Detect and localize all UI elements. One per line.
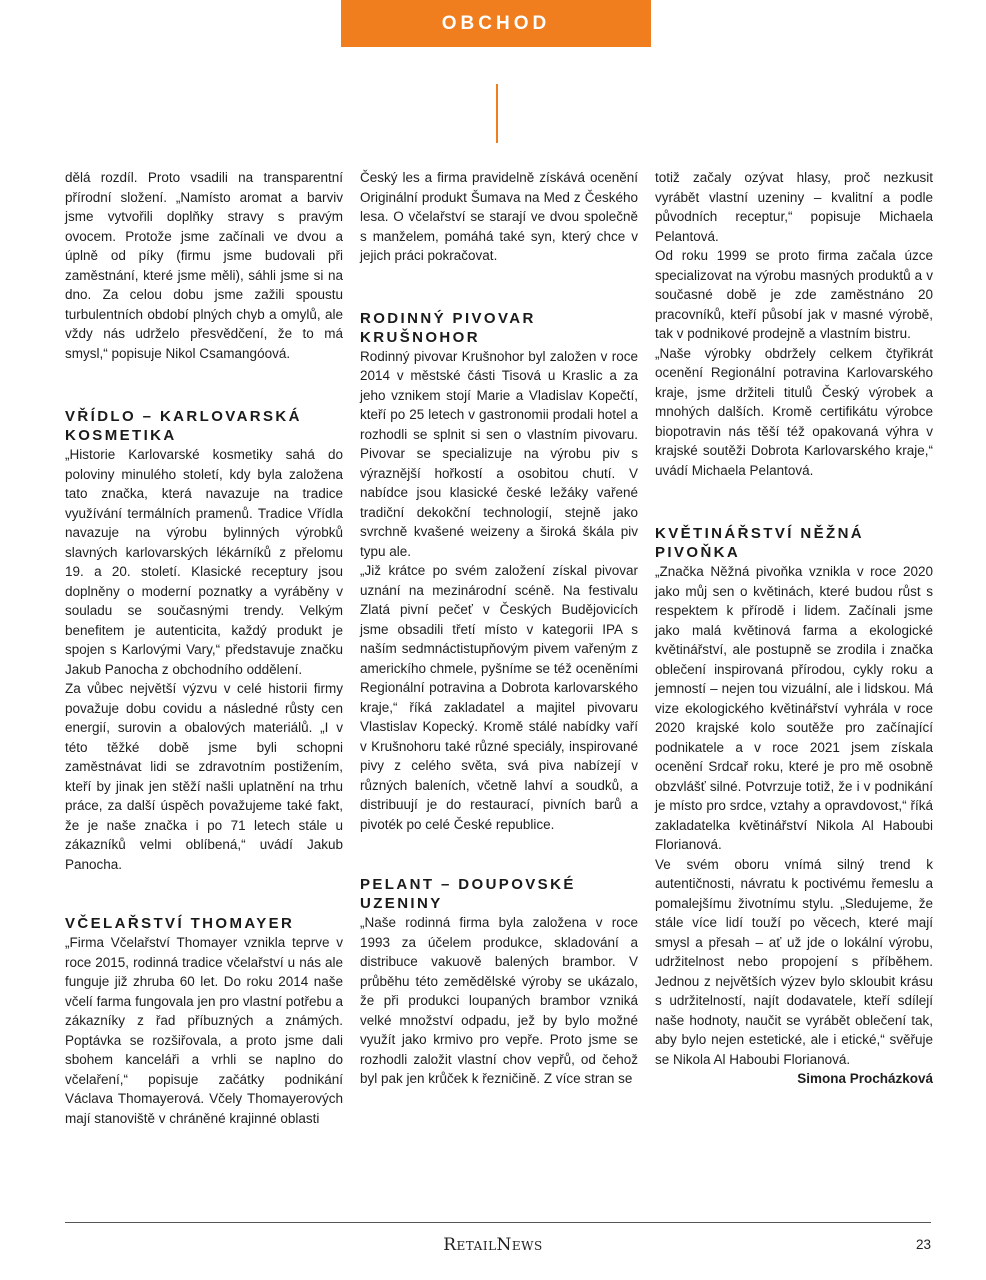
paragraph: Od roku 1999 se proto firma začala úzce specializovat na výrobu masných produktů a v současné době je zde zaměstnáno 20 pracovníků, kteří působí jak v masné výrobě, tak v podnikové prodejně a vlastním bistru.	[655, 248, 933, 341]
paragraph: „Naše rodinná firma byla založena v roce 1993 za účelem produkce, skladování a distribuce vakuově balených brambor. V průběhu této zemědělské výroby se ukázalo, že při produkci loupaných brambor vzniká velké množství odpadu, jež by bylo možné využít jako krmivo pro vepře. Proto jsme se rozhodli založit vlastní chov vepřů, od čehož byl pak jen krůček k řezničině. Z více stran se	[360, 915, 638, 1086]
column-1	[65, 168, 343, 1128]
footer-rule	[65, 1222, 931, 1223]
retailnews-logo: RetailNews	[443, 1235, 543, 1255]
heading-kvetinarstvi: KVĚTINÁŘSTVÍ NĚŽNÁ PIVOŇKA	[655, 525, 865, 561]
paragraph: „Již krátce po svém založení získal pivovar uznání na mezinárodní scéně. Na festivalu Zlatá pivní pečeť v Českých Budějovicích jsme obsadili třetí místo v kategorii IPA s naším sedmnáctistupňovým pivem vařeným z americkího chmele, pyšníme se též oceněními Regionální potravina a Dobrota karlovarského kraje,“ říká zakladatel a majitel pivovaru Vlastislav Kopecký. Kromě stálé nabídky vaří v Krušnohoru také různé speciály, inspirované pivy z celého světa, svá piva nabízejí v různých baleních, včetně lahví a soudků, a distribuují je do restaurací, pivních barů a pivoték po celé České republice.	[360, 563, 638, 832]
paragraph: „Naše výrobky obdržely celkem čtyřikrát ocenění Regionální potravina Karlovarského kraje, jsme držiteli titulů Český výrobek a mnohých dalších. Kromě certifikátu výrobce biopotravin nás těší též opakovaná výhra v krajské soutěži Dobrota Karlovarského kraje,“ uvádí Michaela Pelantová.	[655, 345, 933, 478]
paragraph: „Firma Včelařství Thomayer vznikla teprve v roce 2015, rodinná tradice včelařství u nás ale funguje již zhruba 60 let. Do roku 2014 naše včelí farma fungovala jen pro vlastní potřebu a zákazníky z řad příbuzných a známých. Poptávka se rozšiřovala, a proto jsme dali sbohem kanceláři a vrhli se naplno do včelaření,“ popisuje začátky podnikání Václava Thomayerová. Včely Thomayerových mají stanoviště v chráněné krajinné oblasti	[65, 935, 343, 1126]
heading-vridlo: VŘÍDLO – KARLOVARSKÁ KOSMETIKA	[65, 408, 302, 444]
section-tab	[341, 0, 651, 47]
paragraph: Rodinný pivovar Krušnohor byl založen v roce 2014 v městské části Tisová u Kraslic a za jeho vznikem stojí Marie a Vladislav Kopečtí, kteří po 25 letech v gastronomii prodali hotel a rozhodli se splnit si sen o vlastním pivovaru. Pivovar se specializuje na výrobu piv s výraznější hořkostí a osobitou chutí. V nabídce jsou klasické české ležáky vařené tradiční dekokční technologií, stejně jako svrchně kvašené weizeny a široká škála piv typu ale.	[360, 348, 638, 559]
section-title: OBCHOD	[441, 12, 551, 34]
paragraph: Ve svém oboru vnímá silný trend k autentičnosti, návratu k poctivému řemeslu a pomalejšímu životnímu stylu. „Sledujeme, že stále více lidí touží po věcech, které mají smysl a přesah – ať už jde o lokální výrobu, udržitelnost nebo propojení s příběhem. Jednou z největších výzev bylo skloubit krásu s udržitelností, najít dodavatele, kteří sdílejí naše hodnoty, naučit se vyrábět oblečení tak, aby bylo nejen estetické, ale i etické,“ svěřuje se Nikola Al Haboubi Florianová.	[655, 856, 933, 1067]
paragraph: dělá rozdíl. Proto vsadili na transparentní přírodní složení. „Namísto aromat a barviv jsme vytvořili doplňky stravy s pravým ovocem. Protože jsme začínali ve dvou a úplně od píky (firmu jsme budovali při zaměstnání, které jsme měli), sáhli jsme si na dno. Za celou dobu jsme zažili spoustu turbulentních období plných chyb a omylů, ale vždy nás udrželo přesvědčení, že to má smysl,“ popisuje Nikol Csamangóová.	[65, 170, 343, 361]
page-number: 23	[915, 1237, 931, 1252]
author-signature: Simona Procházková	[797, 1071, 933, 1086]
paragraph: Za vůbec největší výzvu v celé historii firmy považuje dobu covidu a následné růsty cen energií, surovin a obalových materiálů. „I v této těžké době jsme byli schopni zaměstnávat lidi se zdravotním postižením, kteří by jinak jen stěží našli uplatnění na trhu práce, za další úspěch považujeme také fakt, že je naše značka i po 71 letech stále u zákazníků velmi oblíbená,“ uvádí Jakub Panocha.	[65, 681, 343, 872]
heading-pelant: PELANT – DOUPOVSKÉ UZENINY	[360, 876, 576, 912]
column-3	[655, 168, 933, 1089]
paragraph: „Historie Karlovarské kosmetiky sahá do poloviny minulého století, kdy byla založena tato značka, která navazuje na tradice využívání termálních pramenů. Tradice Vřídla navazuje na výrobu bylinných výrobků slavných karlovarských lékárníků z přelomu 19. a 20. století. Klasické receptury jsou doplněny o moderní poznatky a vyráběny v souladu se současnými trendy. Velkým benefitem je autenticita, každý produkt je spojen s Karlovými Vary,“ představuje značku Jakub Panocha z obchodního oddělení.	[65, 447, 343, 677]
paragraph: totiž začaly ozývat hlasy, proč nezkusit vyrábět vlastní uzeniny – kvalitní a podle původních receptur,“ popisuje Michaela Pelantová.	[655, 170, 933, 244]
heading-vcelarstvi: VČELAŘSTVÍ THOMAYER	[65, 915, 295, 932]
paragraph: Český les a firma pravidelně získává ocenění Originální produkt Šumava na Med z Českého lesa. O včelařství se starají ve dvou společně s manželem, pomáhá také syn, který chce v jejich práci pokračovat.	[360, 170, 638, 263]
accent-line	[496, 84, 498, 143]
heading-pivovar: RODINNÝ PIVOVAR KRUŠNOHOR	[360, 309, 536, 346]
paragraph: „Značka Něžná pivoňka vznikla v roce 2020 jako můj sen o květinách, které budou růst s respektem k přírodě i lidem. Začínali jsme jako malá květinová farma a ekologické květinářství, ale postupně se zrodila i značka oblečení inspirovaná přírodou, cykly roku a jemností – nejen tou vizuální, ale i lidskou. Má vize ekologického květinářství vyhrála v roce 2020 krajské kolo soutěže pro začínající podnikatele a v roce 2021 jsem získala ocenění Srdcař roku, které je pro mě osobně obzvlášť silné. Potvrzuje totiž, že i v podnikání je místo pro srdce, vztahy a opravdovost,“ říká zakladatelka květinářství Nikola Al Haboubi Florianová.	[655, 564, 933, 852]
column-2	[360, 168, 638, 1089]
